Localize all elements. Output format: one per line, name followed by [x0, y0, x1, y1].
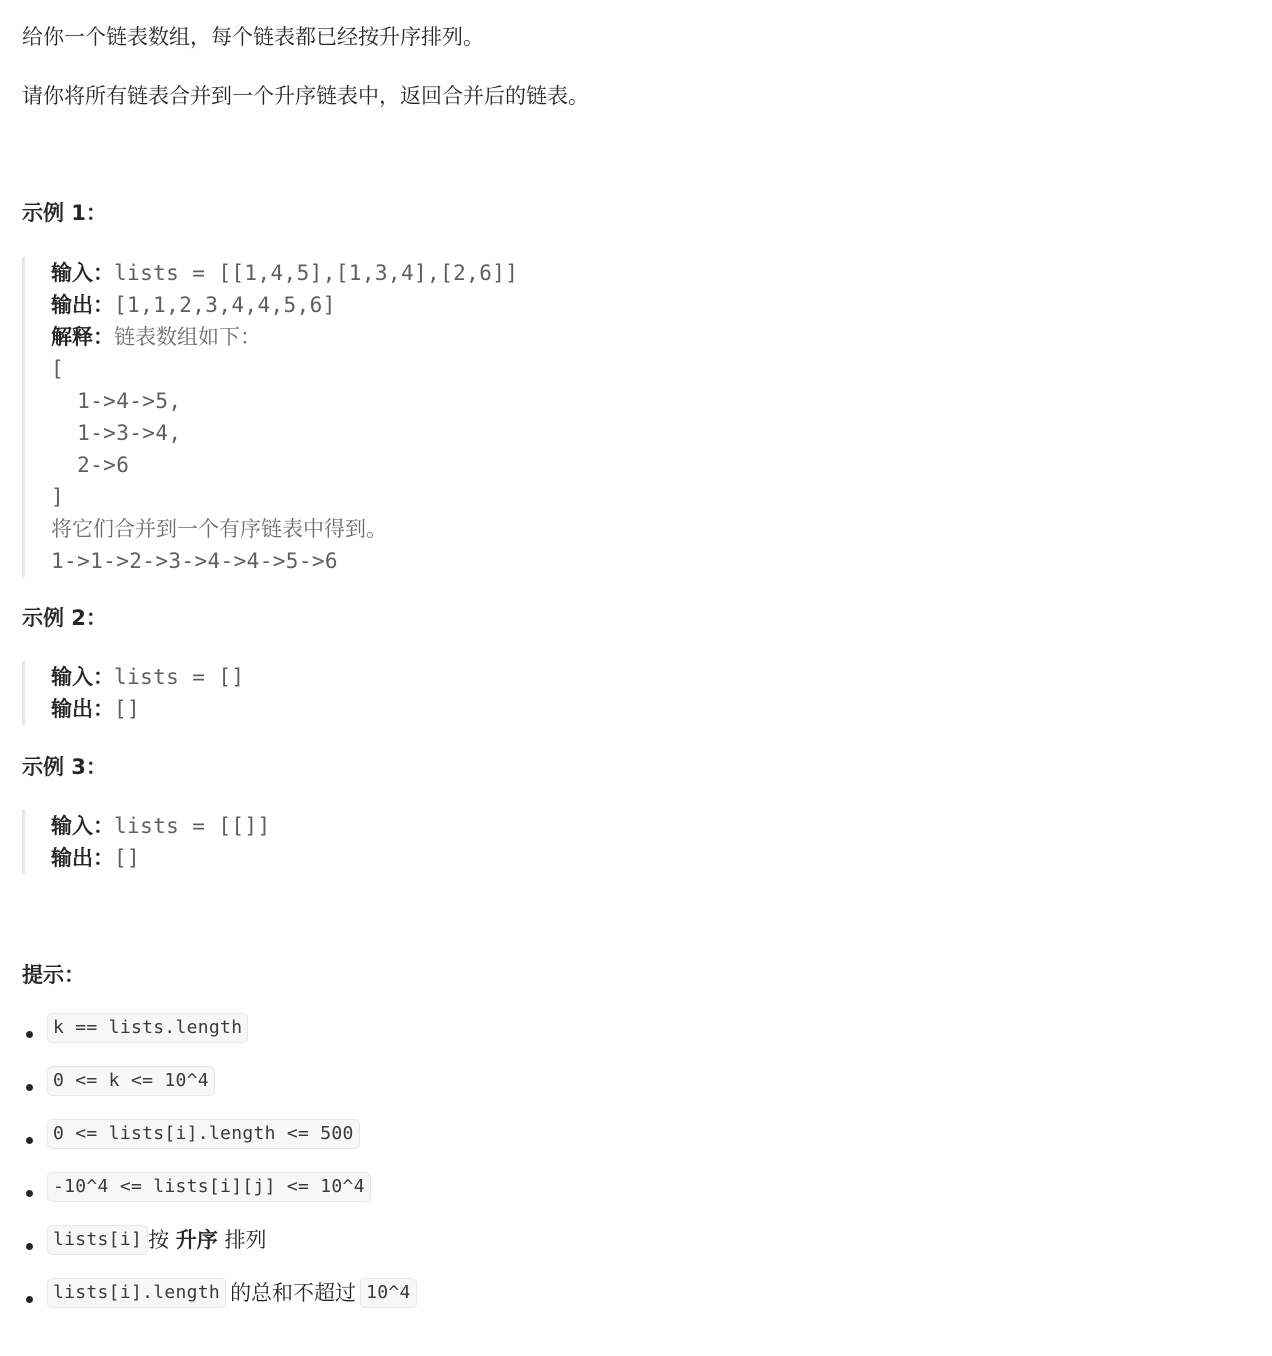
example-2-input: [51, 661, 244, 693]
input-value: lists = [[]]: [114, 814, 271, 838]
hints-list: [22, 1012, 417, 1330]
example-3-output: [51, 842, 271, 874]
output-value: []: [114, 697, 141, 721]
hint-item: [22, 1277, 417, 1330]
intro-line-2: 请你将所有链表合并到一个升序链表中，返回合并后的链表。: [22, 84, 589, 108]
intro-line-1: 给你一个链表数组，每个链表都已经按升序排列。: [22, 25, 484, 49]
hint-code: 0 <= lists[i].length <= 500: [47, 1119, 360, 1149]
explain-label: 解释：: [51, 325, 114, 349]
hint-item: [22, 1171, 417, 1224]
input-value: lists = []: [114, 665, 245, 689]
hint-code: lists[i].length: [47, 1278, 226, 1308]
example-1-list-line: [: [51, 357, 65, 381]
example-3-block: [22, 810, 271, 874]
example-2-block: [22, 661, 244, 725]
hint-text: 排列: [217, 1228, 267, 1252]
input-value: lists = [[1,4,5],[1,3,4],[2,6]]: [114, 261, 519, 285]
output-value: []: [114, 846, 141, 870]
hint-item: [22, 1118, 417, 1171]
output-label: 输出：: [51, 697, 114, 721]
example-3-heading: 示例 3：: [22, 755, 107, 779]
hints-heading: 提示：: [22, 963, 85, 987]
input-label: 输入：: [51, 665, 114, 689]
hint-text: 的总和不超过: [230, 1281, 357, 1305]
explain-text: 链表数组如下：: [114, 325, 261, 349]
example-1-output: [51, 289, 518, 321]
example-3-input: [51, 810, 271, 842]
example-2-output: [51, 693, 244, 725]
example-1-result: 1->1->2->3->4->4->5->6: [51, 549, 338, 573]
input-label: 输入：: [51, 814, 114, 838]
example-1-heading: 示例 1：: [22, 201, 107, 225]
hint-code: k == lists.length: [47, 1013, 248, 1043]
example-1-list-line: ]: [51, 485, 65, 509]
hint-code: 10^4: [360, 1278, 417, 1308]
example-1-block: [22, 257, 518, 577]
example-2-heading: 示例 2：: [22, 606, 107, 630]
output-value: [1,1,2,3,4,4,5,6]: [114, 293, 336, 317]
output-label: 输出：: [51, 293, 114, 317]
hint-item: [22, 1012, 417, 1065]
output-label: 输出：: [51, 846, 114, 870]
example-1-input: [51, 257, 518, 289]
example-1-list-line: 1->4->5,: [51, 389, 182, 413]
hint-code: 0 <= k <= 10^4: [47, 1066, 215, 1096]
input-label: 输入：: [51, 261, 114, 285]
example-1-list-line: 1->3->4,: [51, 421, 182, 445]
hint-text: 按: [148, 1228, 176, 1252]
hint-item: [22, 1065, 417, 1118]
example-1-explanation: [51, 321, 518, 353]
hint-item: [22, 1224, 417, 1277]
example-1-list-line: 2->6: [51, 453, 130, 477]
hint-code: -10^4 <= lists[i][j] <= 10^4: [47, 1172, 371, 1202]
hint-code: lists[i]: [47, 1225, 148, 1255]
example-1-merge-text: 将它们合并到一个有序链表中得到。: [51, 517, 387, 541]
hint-bold-text: 升序: [175, 1228, 218, 1252]
